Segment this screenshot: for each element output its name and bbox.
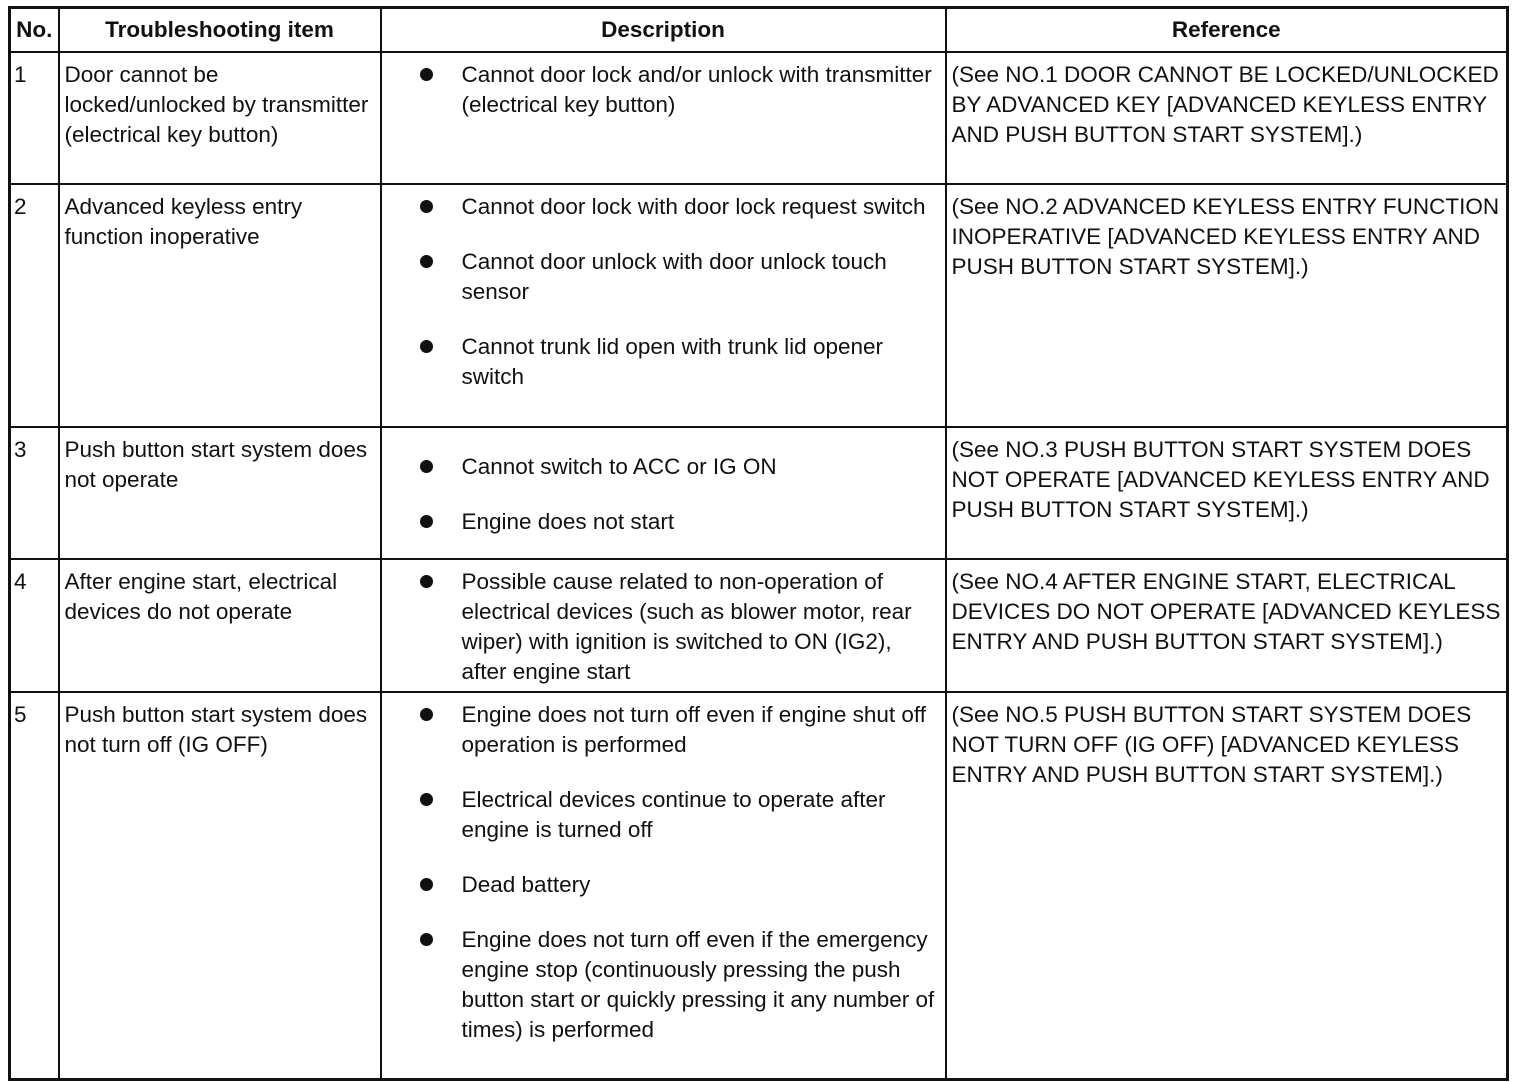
description-item xyxy=(420,925,939,1045)
bullet-icon xyxy=(420,340,433,353)
bullet-icon xyxy=(420,708,433,721)
troubleshooting-item: Advanced keyless entry function inoperative xyxy=(59,184,381,427)
header-description: Description xyxy=(381,8,946,53)
table-row xyxy=(10,52,1508,184)
description-text: Cannot door unlock with door unlock touch sensor xyxy=(461,249,887,304)
description-text: Dead battery xyxy=(461,872,591,897)
reference-cell: (See NO.4 AFTER ENGINE START, ELECTRICAL DEVICES DO NOT OPERATE [ADVANCED KEYLESS ENTRY AND PUSH BUTTON START SYSTEM].) xyxy=(946,559,1508,692)
description-item xyxy=(420,700,939,760)
description-text: Cannot trunk lid open with trunk lid opener switch xyxy=(461,334,884,389)
description-text: Possible cause related to non-operation of electrical devices (such as blower motor, rear wiper) with ignition is switched to ON (IG2), after engine start xyxy=(461,569,912,684)
table-row xyxy=(10,184,1508,427)
description-item xyxy=(420,785,939,845)
row-number: 2 xyxy=(10,184,59,427)
troubleshooting-item: Door cannot be locked/unlocked by transmitter (electrical key button) xyxy=(59,52,381,184)
bullet-icon xyxy=(420,460,433,473)
description-item xyxy=(420,452,939,482)
bullet-icon xyxy=(420,515,433,528)
troubleshooting-table xyxy=(8,6,1509,1081)
bullet-icon xyxy=(420,933,433,946)
header-troubleshooting-item: Troubleshooting item xyxy=(59,8,381,53)
table-header xyxy=(10,8,1508,53)
bullet-icon xyxy=(420,68,433,81)
description-list xyxy=(420,60,939,120)
description-cell xyxy=(381,184,946,427)
description-text: Cannot door lock with door lock request switch xyxy=(461,194,926,219)
table-row xyxy=(10,559,1508,692)
troubleshooting-item: After engine start, electrical devices do not operate xyxy=(59,559,381,692)
table-row xyxy=(10,692,1508,1079)
bullet-icon xyxy=(420,200,433,213)
bullet-icon xyxy=(420,878,433,891)
reference-cell: (See NO.3 PUSH BUTTON START SYSTEM DOES NOT OPERATE [ADVANCED KEYLESS ENTRY AND PUSH BUTTON START SYSTEM].) xyxy=(946,427,1508,559)
description-list xyxy=(420,192,939,392)
description-item xyxy=(420,567,939,687)
bullet-icon xyxy=(420,575,433,588)
row-number: 5 xyxy=(10,692,59,1079)
description-text: Cannot door lock and/or unlock with transmitter (electrical key button) xyxy=(461,62,932,117)
description-item xyxy=(420,507,939,537)
description-text: Engine does not start xyxy=(461,509,675,534)
bullet-icon xyxy=(420,255,433,268)
description-text: Engine does not turn off even if the emergency engine stop (continuously pressing the push button start or quickly pressing it any number of times) is performed xyxy=(461,927,935,1042)
table-row xyxy=(10,427,1508,559)
row-number: 4 xyxy=(10,559,59,692)
description-text: Cannot switch to ACC or IG ON xyxy=(461,454,777,479)
description-list xyxy=(420,452,939,537)
troubleshooting-item: Push button start system does not operate xyxy=(59,427,381,559)
description-cell xyxy=(381,52,946,184)
row-number: 3 xyxy=(10,427,59,559)
description-text: Engine does not turn off even if engine shut off operation is performed xyxy=(461,702,927,757)
table-body xyxy=(10,52,1508,1079)
reference-cell: (See NO.1 DOOR CANNOT BE LOCKED/UNLOCKED BY ADVANCED KEY [ADVANCED KEYLESS ENTRY AND PUSH BUTTON START SYSTEM].) xyxy=(946,52,1508,184)
description-list xyxy=(420,700,939,1045)
reference-cell: (See NO.2 ADVANCED KEYLESS ENTRY FUNCTION INOPERATIVE [ADVANCED KEYLESS ENTRY AND PUSH BUTTON START SYSTEM].) xyxy=(946,184,1508,427)
description-cell xyxy=(381,427,946,559)
header-reference: Reference xyxy=(946,8,1508,53)
description-item xyxy=(420,247,939,307)
description-item xyxy=(420,332,939,392)
description-item xyxy=(420,870,939,900)
header-row xyxy=(10,8,1508,53)
header-no: No. xyxy=(10,8,59,53)
description-item xyxy=(420,60,939,120)
reference-cell: (See NO.5 PUSH BUTTON START SYSTEM DOES NOT TURN OFF (IG OFF) [ADVANCED KEYLESS ENTRY AND PUSH BUTTON START SYSTEM].) xyxy=(946,692,1508,1079)
description-list xyxy=(420,567,939,687)
bullet-icon xyxy=(420,793,433,806)
troubleshooting-item: Push button start system does not turn off (IG OFF) xyxy=(59,692,381,1079)
description-cell xyxy=(381,559,946,692)
row-number: 1 xyxy=(10,52,59,184)
description-item xyxy=(420,192,939,222)
description-cell xyxy=(381,692,946,1079)
description-text: Electrical devices continue to operate after engine is turned off xyxy=(461,787,886,842)
